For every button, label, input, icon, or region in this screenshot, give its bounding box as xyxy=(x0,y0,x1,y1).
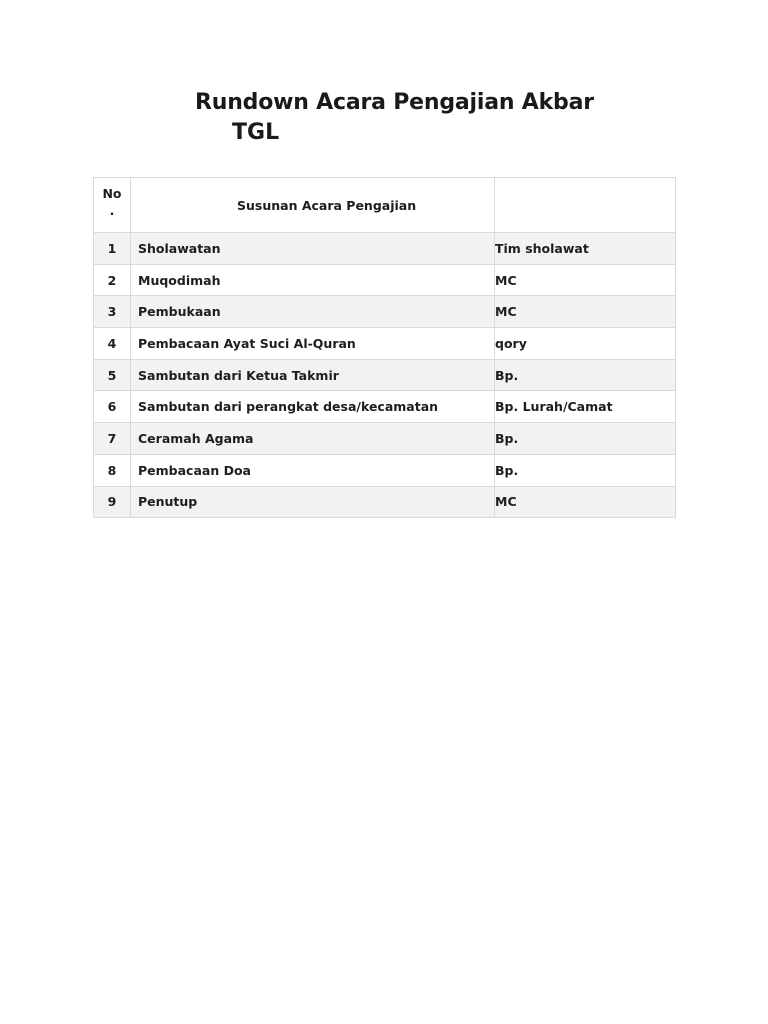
table-row xyxy=(94,264,676,296)
row-number: 3 xyxy=(94,296,131,328)
row-activity: Pembacaan Doa xyxy=(131,454,495,486)
row-activity: Pembukaan xyxy=(131,296,495,328)
table-row xyxy=(94,486,676,518)
table-row xyxy=(94,233,676,265)
row-number: 1 xyxy=(94,233,131,265)
row-number: 4 xyxy=(94,328,131,360)
table-row xyxy=(94,328,676,360)
row-pic: Bp. Lurah/Camat xyxy=(495,391,676,423)
row-pic: Tim sholawat xyxy=(495,233,676,265)
row-pic: Bp. xyxy=(495,359,676,391)
row-number: 9 xyxy=(94,486,131,518)
table-row xyxy=(94,296,676,328)
row-activity: Ceramah Agama xyxy=(131,423,495,455)
row-number: 5 xyxy=(94,359,131,391)
row-pic: Bp. xyxy=(495,423,676,455)
page-title: Rundown Acara Pengajian Akbar xyxy=(195,90,594,115)
row-pic: MC xyxy=(495,486,676,518)
row-pic: qory xyxy=(495,328,676,360)
row-activity: Sholawatan xyxy=(131,233,495,265)
table-row xyxy=(94,423,676,455)
column-header-pic xyxy=(495,178,676,233)
row-activity: Pembacaan Ayat Suci Al-Quran xyxy=(131,328,495,360)
table-row xyxy=(94,391,676,423)
row-activity: Penutup xyxy=(131,486,495,518)
row-number: 6 xyxy=(94,391,131,423)
row-pic: MC xyxy=(495,264,676,296)
page-subtitle-date: TGL xyxy=(232,120,280,145)
column-header-no-line2: . xyxy=(109,203,115,218)
column-header-activity: Susunan Acara Pengajian xyxy=(131,178,495,233)
row-activity: Muqodimah xyxy=(131,264,495,296)
rundown-table xyxy=(93,177,676,518)
column-header-no xyxy=(94,178,131,233)
column-header-no-line1: No xyxy=(102,186,122,201)
row-number: 2 xyxy=(94,264,131,296)
row-number: 7 xyxy=(94,423,131,455)
row-pic: MC xyxy=(495,296,676,328)
document-title xyxy=(195,88,675,148)
row-activity: Sambutan dari perangkat desa/kecamatan xyxy=(131,391,495,423)
table-row xyxy=(94,454,676,486)
row-pic: Bp. xyxy=(495,454,676,486)
row-number: 8 xyxy=(94,454,131,486)
row-activity: Sambutan dari Ketua Takmir xyxy=(131,359,495,391)
table-header-row xyxy=(94,178,676,233)
table-row xyxy=(94,359,676,391)
